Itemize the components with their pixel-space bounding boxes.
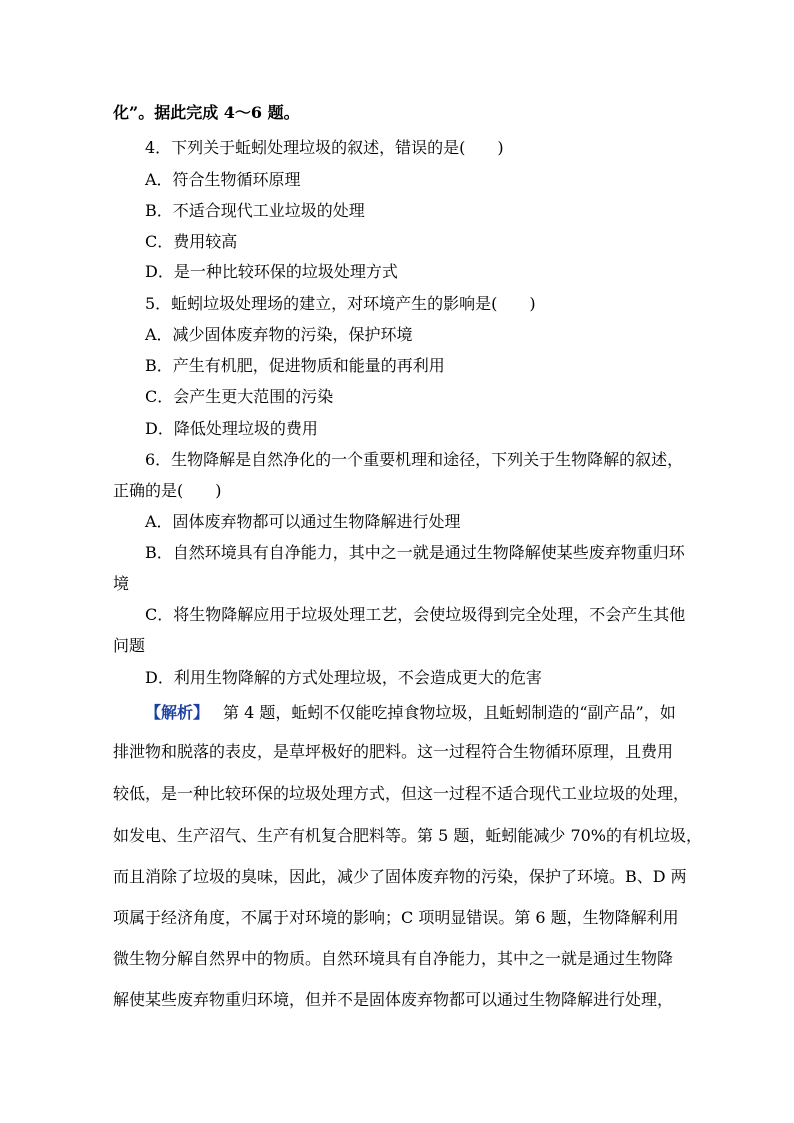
question-6-option-b-line-2: 境: [113, 574, 130, 593]
question-5-option-b: B．产生有机肥，促进物质和能量的再利用: [145, 356, 445, 375]
question-6-option-d: D．利用生物降解的方式处理垃圾，不会造成更大的危害: [145, 668, 542, 687]
question-6-option-b-line-1: B．自然环境具有自净能力，其中之一就是通过生物降解使某些废弃物重归环: [145, 543, 685, 562]
intro-tail: 化”。据此完成 4～6 题。: [113, 103, 300, 122]
question-6-stem-line-2: 正确的是( ): [113, 481, 222, 500]
question-4-stem: 4．下列关于蚯蚓处理垃圾的叙述，错误的是( ): [145, 138, 504, 157]
question-6-option-c-line-1: C．将生物降解应用于垃圾处理工艺，会使垃圾得到完全处理，不会产生其他: [145, 605, 686, 624]
question-4-option-b: B．不适合现代工业垃圾的处理: [145, 201, 365, 220]
question-6-stem-line-1: 6．生物降解是自然净化的一个重要机理和途径，下列关于生物降解的叙述，: [145, 450, 684, 469]
analysis-line-5: 而且消除了垃圾的臭味，因此，减少了固体废弃物的污染，保护了环境。B、D 两: [113, 867, 687, 886]
question-4-option-d: D．是一种比较环保的垃圾处理方式: [145, 262, 398, 281]
question-5-option-d: D．降低处理垃圾的费用: [145, 419, 318, 438]
question-6-option-a: A．固体废弃物都可以通过生物降解进行处理: [145, 512, 461, 531]
question-4-option-a: A．符合生物循环原理: [145, 170, 301, 189]
analysis-line-6: 项属于经济角度，不属于对环境的影响；C 项明显错误。第 6 题，生物降解利用: [113, 908, 679, 927]
question-5-option-c: C．会产生更大范围的污染: [145, 387, 334, 406]
analysis-line-8: 解使某些废弃物重归环境，但并不是固体废弃物都可以通过生物降解进行处理，: [113, 990, 674, 1009]
analysis-line-3: 较低，是一种比较环保的垃圾处理方式，但这一过程不适合现代工业垃圾的处理，: [113, 784, 690, 803]
analysis-line-1: [145, 703, 676, 723]
analysis-tag: 【解析】: [145, 703, 210, 722]
question-6-option-c-line-2: 问题: [113, 636, 146, 655]
question-5-stem: 5．蚯蚓垃圾处理场的建立，对环境产生的影响是( ): [145, 294, 536, 313]
question-4-option-c: C．费用较高: [145, 232, 238, 251]
analysis-line-2: 排泄物和脱落的表皮，是草坪极好的肥料。这一过程符合生物循环原理，且费用: [113, 742, 674, 761]
question-5-option-a: A．减少固体废弃物的污染，保护环境: [145, 325, 413, 344]
analysis-line-7: 微生物分解自然界中的物质。自然环境具有自净能力，其中之一就是通过生物降: [113, 949, 674, 968]
analysis-line-4: 如发电、生产沼气、生产有机复合肥料等。第 5 题，蚯蚓能减少 70%的有机垃圾，: [113, 826, 703, 845]
analysis-text-1: 第 4 题，蚯蚓不仅能吃掉食物垃圾，且蚯蚓制造的“副产品”，如: [223, 703, 676, 722]
